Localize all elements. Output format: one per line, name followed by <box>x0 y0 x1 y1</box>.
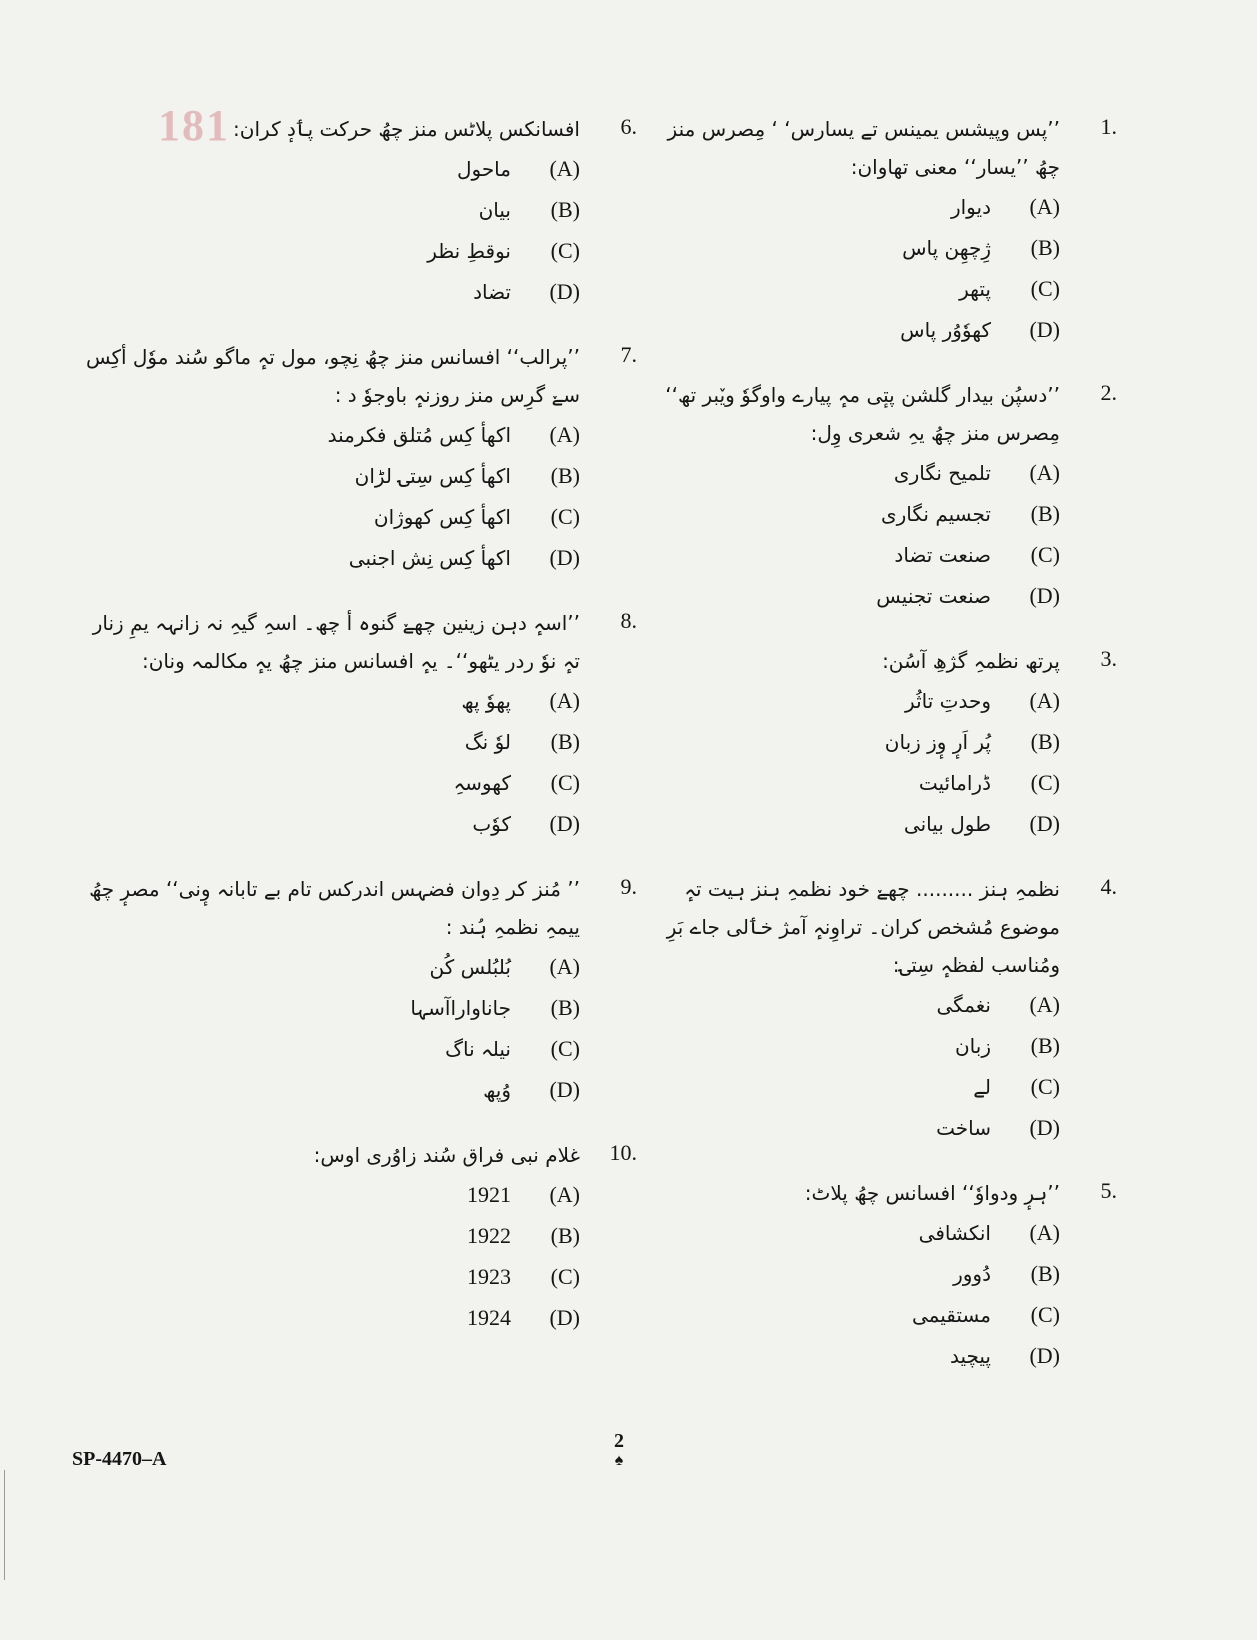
option-letter: (C) <box>550 504 580 529</box>
option-text: اکھأ کِس نِش اجنبی <box>348 546 511 570</box>
option-a <box>75 946 580 987</box>
question-text: ’’ہرٕ ودواوٗ‘‘ افسانس چھُ پلاٹ: <box>804 1181 1060 1205</box>
option-d <box>655 1335 1060 1376</box>
option-text: ڈرامائیت <box>918 771 991 795</box>
question-number: 2. <box>1100 380 1117 405</box>
option-text: اکھأ کِس مُتلق فکرمند <box>327 423 511 447</box>
question-10 <box>75 1136 635 1338</box>
option-letter: (C) <box>1030 1302 1060 1327</box>
option-text: مستقیمی <box>912 1303 991 1327</box>
option-c <box>75 762 580 803</box>
option-d <box>655 575 1060 616</box>
option-letter: (B) <box>550 995 580 1020</box>
option-letter: (D) <box>1029 583 1060 608</box>
question-text: ’’پرالب‘‘ افسانس منز چھُ نِچو، مول تہٕ ماگو سُند موٗل أکِس سےٚ گرِس منز روزنہٕ باوجوٗ د : <box>85 345 580 407</box>
question-5 <box>655 1174 1115 1376</box>
option-d <box>75 1069 580 1110</box>
option-letter: (A) <box>1029 688 1060 713</box>
option-a <box>75 148 580 189</box>
option-letter: (D) <box>549 1077 580 1102</box>
option-text: نیلہ ناگ <box>445 1037 511 1061</box>
option-letter: (A) <box>549 688 580 713</box>
option-letter: (A) <box>549 422 580 447</box>
option-text: ماحول <box>456 157 511 181</box>
option-d <box>75 537 580 578</box>
option-text: طول بیانی <box>903 812 991 836</box>
scan-edge-divider <box>4 1470 5 1580</box>
option-text: بیان <box>478 198 511 222</box>
option-text: دیوار <box>950 195 991 219</box>
option-a <box>655 186 1060 227</box>
option-letter: (D) <box>549 545 580 570</box>
option-text: تجسیم نگاری <box>880 502 991 526</box>
page-number-text: 2 <box>614 1430 624 1452</box>
option-letter: (D) <box>1029 317 1060 342</box>
option-letter: (D) <box>549 1305 580 1330</box>
option-d <box>75 1297 580 1338</box>
question-number: 6. <box>620 114 637 139</box>
option-text: نوقطِ نظر <box>427 239 511 263</box>
option-letter: (A) <box>1029 992 1060 1017</box>
option-a <box>75 1174 580 1215</box>
option-text: ژِچھِن پاس <box>902 236 991 260</box>
option-text: پتھر <box>959 277 991 301</box>
questions-column-right <box>655 110 1115 1402</box>
question-1 <box>655 110 1115 350</box>
question-3 <box>655 642 1115 844</box>
option-b <box>655 493 1060 534</box>
option-c <box>655 762 1060 803</box>
question-number: 3. <box>1100 646 1117 671</box>
option-b <box>75 987 580 1028</box>
option-c <box>655 268 1060 309</box>
question-4 <box>655 870 1115 1148</box>
option-a <box>75 680 580 721</box>
option-letter: (C) <box>550 770 580 795</box>
option-c <box>655 534 1060 575</box>
question-text: غلام نبی فراق سُند زاوُری اوس: <box>313 1143 580 1167</box>
option-letter: (C) <box>550 238 580 263</box>
option-text: 1922 <box>467 1223 511 1248</box>
option-text: دُوور <box>953 1262 991 1286</box>
option-text: کھوٗوُر پاس <box>900 318 991 342</box>
question-text: ’’دسپُن بیدار گلشن پتٕی مہٕ پیارے واوگوٗ ویٚبر تھ‘‘ مِصرس منز چھُ یہِ شعری وِل: <box>665 383 1060 445</box>
option-text: وُپھ <box>483 1078 511 1102</box>
option-letter: (A) <box>549 156 580 181</box>
option-c <box>75 230 580 271</box>
option-a <box>655 1212 1060 1253</box>
option-d <box>655 803 1060 844</box>
option-letter: (D) <box>1029 1115 1060 1140</box>
option-text: صنعت تجنیس <box>876 584 991 608</box>
question-number: 1. <box>1100 114 1117 139</box>
option-c <box>75 1028 580 1069</box>
question-number: 8. <box>620 608 637 633</box>
option-text: پُر اَرٕ وٕز زبان <box>884 730 991 754</box>
option-d <box>655 1107 1060 1148</box>
option-text: انکشافی <box>918 1221 991 1245</box>
option-letter: (D) <box>549 279 580 304</box>
option-a <box>655 452 1060 493</box>
question-text: ’’اسہٕ دہن زینین چھےٚ گنوہ أ چھ۔ اسہِ گیہِ نہ زانہہ یمِ زنار تہٕ نوٗ ردر یٹھو‘‘۔ یہٕ افسانس منز چھُ یہٕ مکالمہ ونان: <box>92 611 580 673</box>
option-letter: (A) <box>1029 460 1060 485</box>
question-number: 10. <box>609 1140 637 1165</box>
option-letter: (B) <box>1030 729 1060 754</box>
option-a <box>75 414 580 455</box>
option-b <box>75 189 580 230</box>
option-text: 1924 <box>467 1305 511 1330</box>
option-text: پھوٗ پھ <box>461 689 511 713</box>
option-letter: (A) <box>549 954 580 979</box>
option-letter: (B) <box>550 197 580 222</box>
option-text: کھوسہِ <box>453 771 511 795</box>
spade-icon: ♠ <box>614 1452 624 1469</box>
question-text: ’’پس وپیشس یمینس تے یسارس‘ ‘ مِصرس منز چھُ ’’یسار‘‘ معنی تھاوان: <box>667 117 1060 179</box>
option-letter: (D) <box>549 811 580 836</box>
option-c <box>75 1256 580 1297</box>
option-letter: (D) <box>1029 811 1060 836</box>
option-letter: (A) <box>1029 194 1060 219</box>
option-letter: (B) <box>1030 1033 1060 1058</box>
question-text: افسانکس پلاٹس منز چھُ حرکت پٲدٕ کران: <box>233 117 580 141</box>
option-text: ساخت <box>936 1116 991 1140</box>
question-text: پرتھ نظمہِ گژھِ آسُن: <box>882 649 1060 673</box>
question-2 <box>655 376 1115 616</box>
option-letter: (B) <box>550 1223 580 1248</box>
option-text: تلمیح نگاری <box>893 461 991 485</box>
option-text: پیچید <box>949 1344 991 1368</box>
option-text: صنعت تضاد <box>894 543 991 567</box>
question-number: 5. <box>1100 1178 1117 1203</box>
option-letter: (C) <box>1030 276 1060 301</box>
option-d <box>75 803 580 844</box>
question-number: 4. <box>1100 874 1117 899</box>
option-text: نغمگی <box>936 993 991 1017</box>
option-c <box>655 1066 1060 1107</box>
option-d <box>75 271 580 312</box>
option-text: کوٗب <box>472 812 511 836</box>
option-b <box>75 1215 580 1256</box>
option-letter: (A) <box>549 1182 580 1207</box>
option-letter: (B) <box>1030 235 1060 260</box>
option-text: لوٗ نگ <box>464 730 511 754</box>
option-text: وحدتِ تاثُر <box>905 689 991 713</box>
option-text: بُلبُلس کُن <box>429 955 511 979</box>
option-letter: (C) <box>1030 1074 1060 1099</box>
question-7 <box>75 338 635 578</box>
page-stamp: 181 <box>158 101 230 150</box>
option-letter: (C) <box>1030 770 1060 795</box>
questions-column-left <box>75 110 635 1364</box>
option-text: جاناواراآسہا <box>410 996 511 1020</box>
option-letter: (B) <box>550 463 580 488</box>
option-letter: (C) <box>550 1264 580 1289</box>
option-a <box>655 680 1060 721</box>
question-6 <box>75 110 635 312</box>
option-b <box>655 1025 1060 1066</box>
option-b <box>75 455 580 496</box>
option-letter: (A) <box>1029 1220 1060 1245</box>
page-number <box>604 1430 634 1469</box>
option-text: 1921 <box>467 1182 511 1207</box>
option-c <box>655 1294 1060 1335</box>
option-letter: (B) <box>1030 1261 1060 1286</box>
option-b <box>655 721 1060 762</box>
question-number: 9. <box>620 874 637 899</box>
paper-code: SP-4470–A <box>72 1448 167 1470</box>
option-text: 1923 <box>467 1264 511 1289</box>
option-d <box>655 309 1060 350</box>
option-a <box>655 984 1060 1025</box>
option-letter: (D) <box>1029 1343 1060 1368</box>
question-number: 7. <box>620 342 637 367</box>
option-letter: (C) <box>1030 542 1060 567</box>
option-text: لے <box>973 1075 991 1099</box>
question-text: نظمہِ ہنز ......... چھےٚ خود نظمہِ ہنز ہیت تہٕ موضوع مُشخص کران۔ تراوِنہٕ آمژ خٲلی جاے بَرِ ومُناسب لفظہٕ سِتۍ: <box>666 877 1060 977</box>
option-text: اکھأ کِس سِتۍ لڑان <box>354 464 511 488</box>
question-text: ’’ مُنز کر دِوان فضہس اندرکس تام بے تابانہ وٕنی‘‘ مصرٕ چھُ ییمہِ نظمہِ ہُند : <box>89 877 580 939</box>
option-letter: (B) <box>1030 501 1060 526</box>
option-b <box>75 721 580 762</box>
option-text: اکھأ کِس کھوژان <box>373 505 511 529</box>
option-text: زبان <box>954 1034 991 1058</box>
question-9 <box>75 870 635 1110</box>
option-letter: (B) <box>550 729 580 754</box>
option-b <box>655 1253 1060 1294</box>
option-text: تضاد <box>473 280 511 304</box>
question-8 <box>75 604 635 844</box>
option-b <box>655 227 1060 268</box>
option-c <box>75 496 580 537</box>
option-letter: (C) <box>550 1036 580 1061</box>
